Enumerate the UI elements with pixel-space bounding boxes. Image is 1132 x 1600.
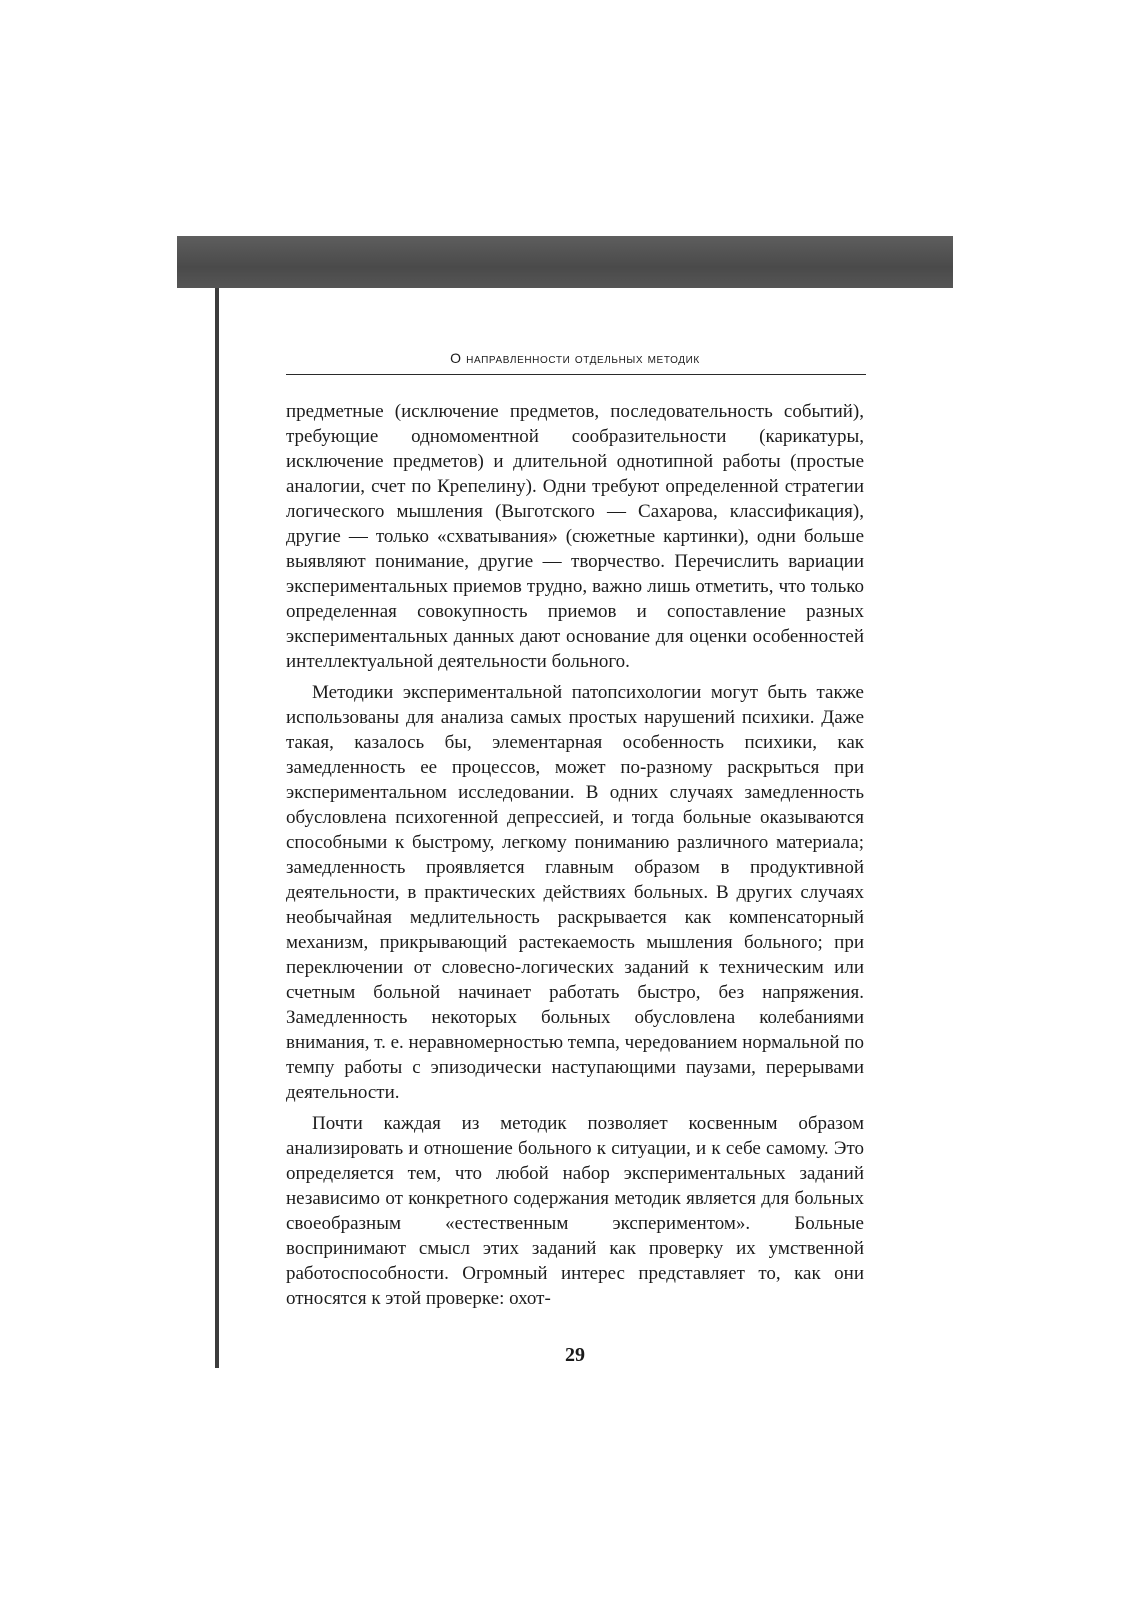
running-head: О направленности отдельных методик — [450, 350, 700, 366]
body-text — [286, 399, 864, 1317]
header-band — [177, 236, 953, 288]
header-divider — [286, 374, 866, 375]
page-number: 29 — [565, 1344, 585, 1366]
paragraph: Методики экспериментальной патопсихологии могут быть также использованы для анализа самых простых нарушений психики. Даже такая, казалось бы, элементарная особенность психики, как замедленность ее процессов, может по-разному раскрыться при экспериментальном исследовании. В одних случаях замедленность обусловлена психогенной депрессией, и тогда больные оказываются способными к быстрому, легкому пониманию различного материала; замедленность проявляется главным образом в продуктивной деятельности, в практических действиях больных. В других случаях необычайная медлительность раскрывается как компенсаторный механизм, прикрывающий растекаемость мышления больного; при переключении от словесно-логических заданий к техническим или счетным больной начинает работать быстро, без напряжения. Замедленность некоторых больных обусловлена колебаниями внимания, т. е. неравномерностью темпа, чередованием нормальной по темпу работы с эпизодически наступающими паузами, перерывами деятельности. — [286, 682, 864, 1103]
paragraph: предметные (исключение предметов, последовательность событий), требующие одномоментной сообразительности (карикатуры, исключение предметов) и длительной однотипной работы (простые аналогии, счет по Крепелину). Одни требуют определенной стратегии логического мышления (Выготского — Сахарова, классификация), другие — только «схватывания» (сюжетные картинки), одни больше выявляют понимание, другие — творчество. Перечислить вариации экспериментальных приемов трудно, важно лишь отметить, что только определенная совокупность приемов и сопоставление разных экспериментальных данных дают основание для оценки особенностей интеллектуальной деятельности больного. — [286, 401, 864, 672]
paragraph: Почти каждая из методик позволяет косвенным образом анализировать и отношение больного к ситуации, и к себе самому. Это определяется тем, что любой набор экспериментальных заданий независимо от конкретного содержания методик является для больных своеобразным «естественным экспериментом». Больные воспринимают смысл этих заданий как проверку их умственной работоспособности. Огромный интерес представляет то, как они относятся к этой проверке: охот- — [286, 1113, 864, 1309]
margin-rule — [215, 288, 219, 1368]
